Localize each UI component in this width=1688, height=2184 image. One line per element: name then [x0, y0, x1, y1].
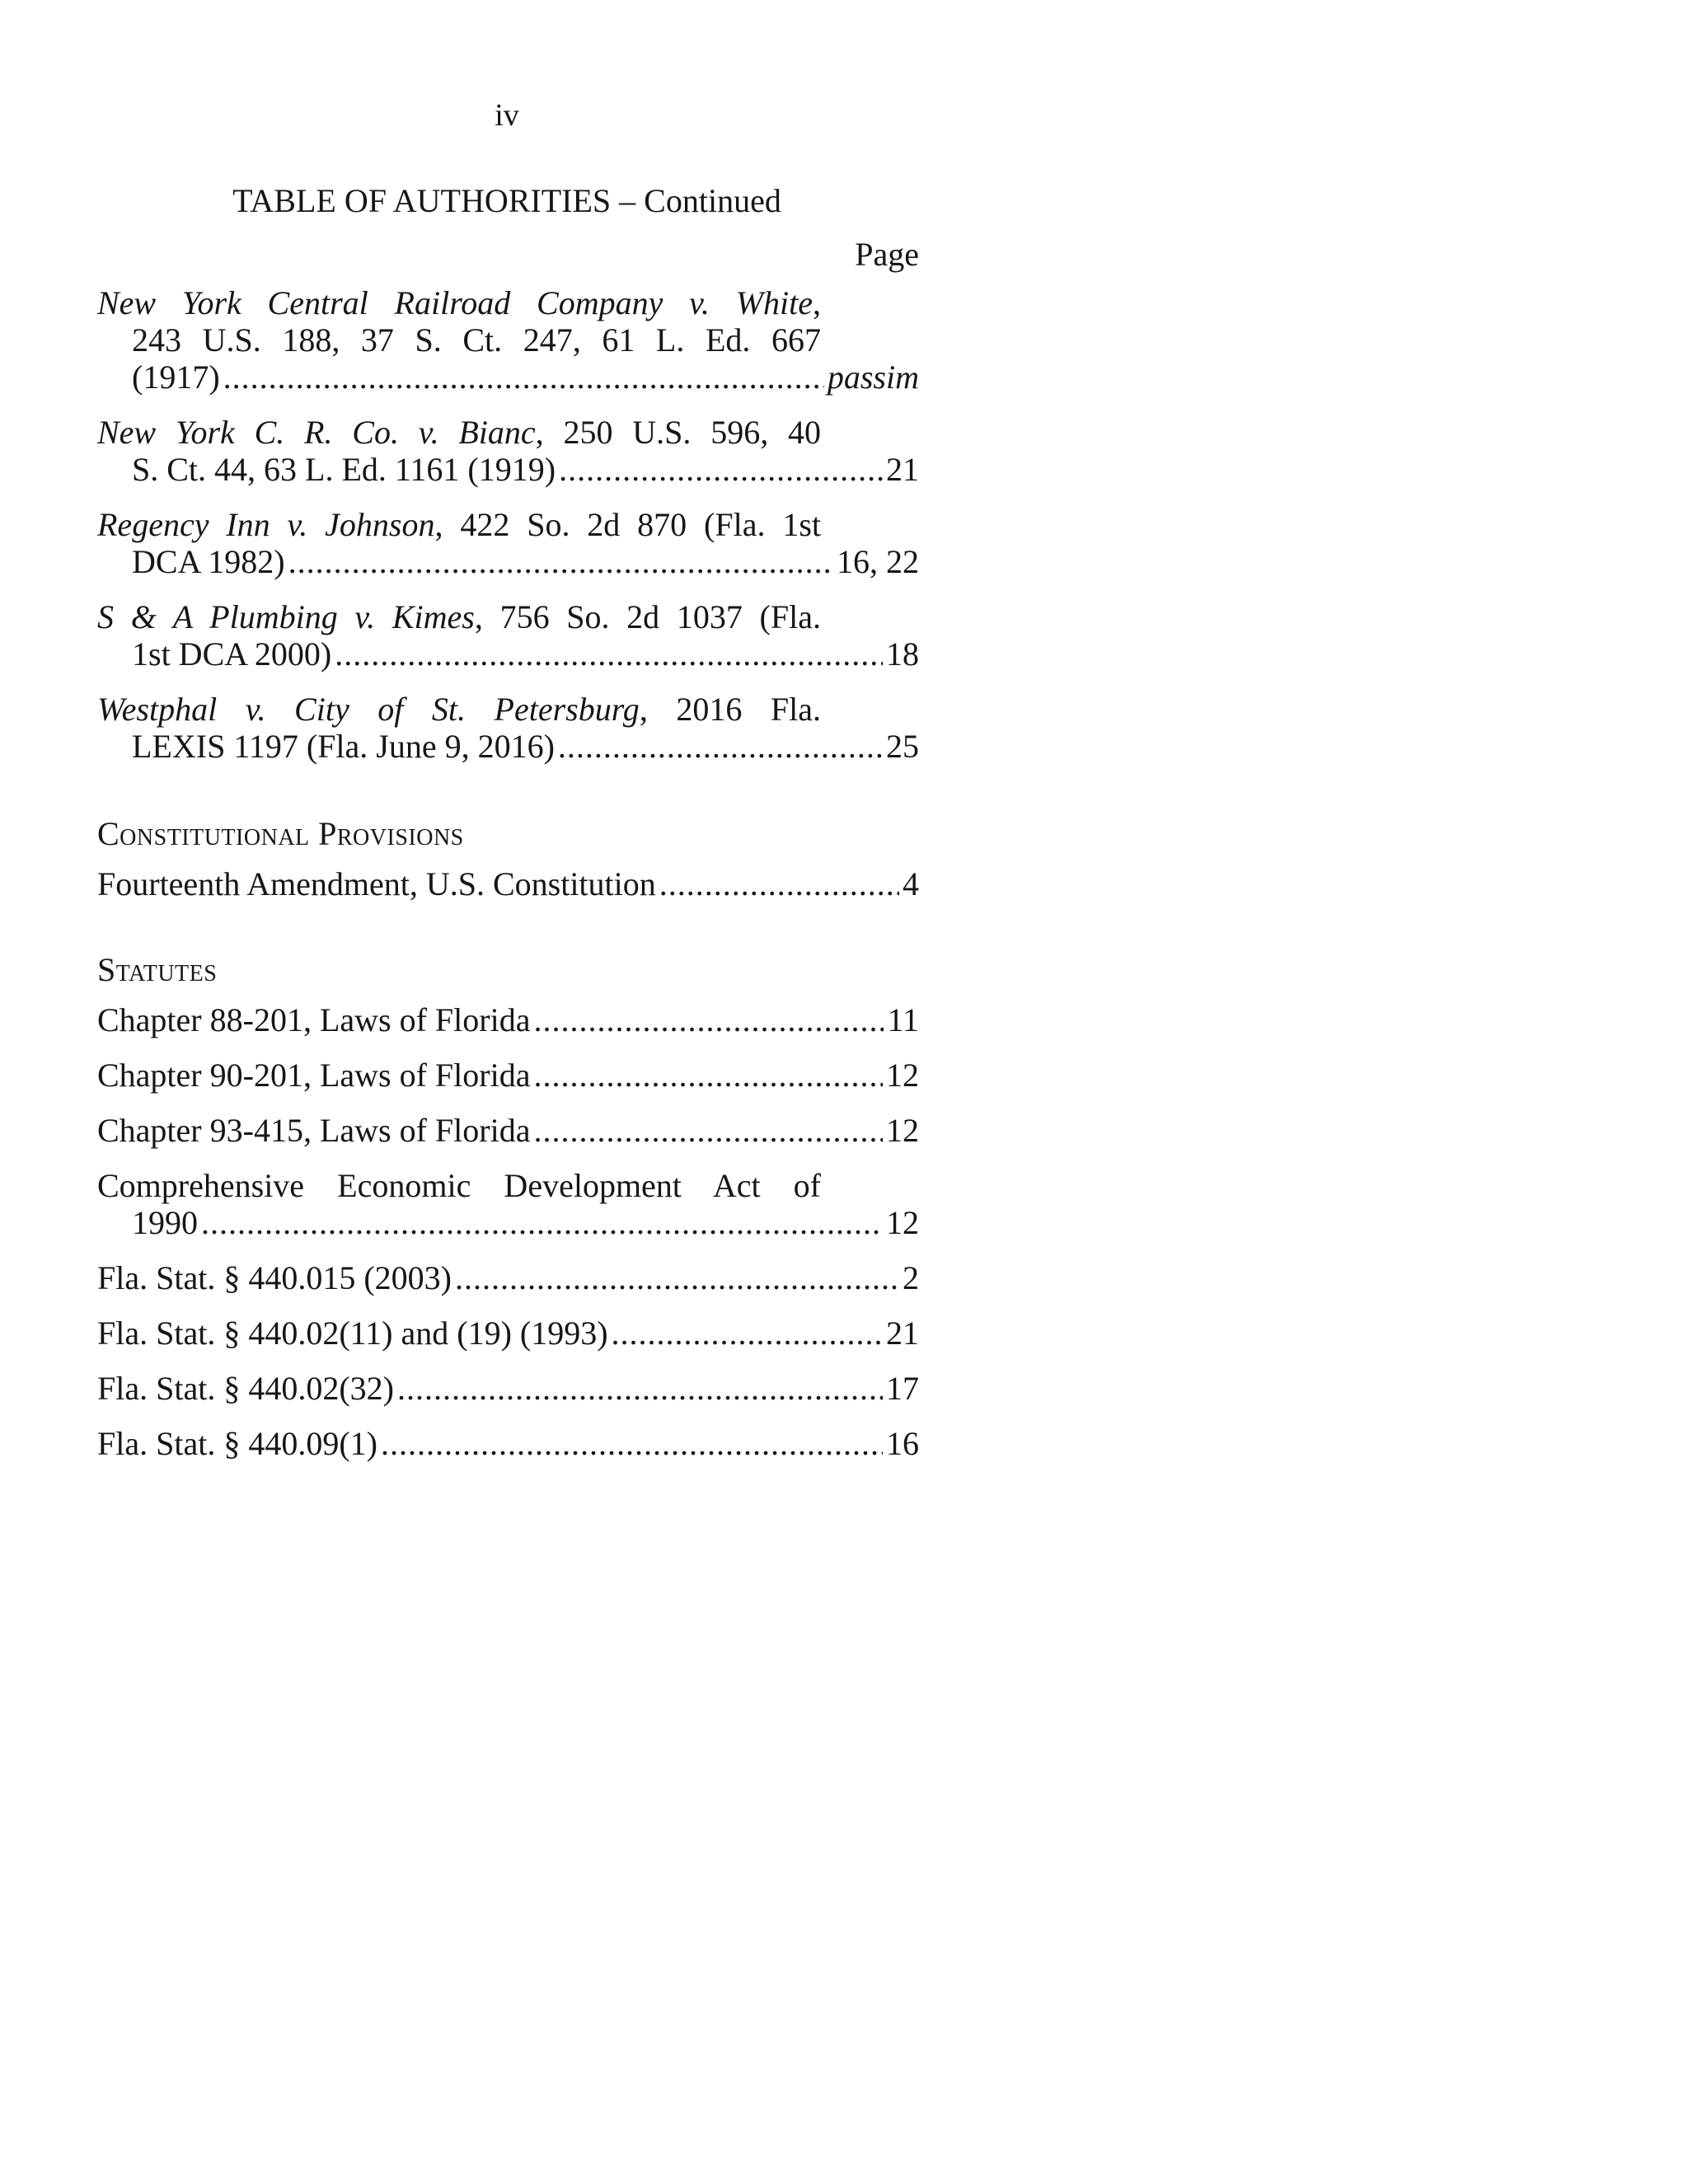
- dot-leader: [558, 728, 883, 765]
- dot-leader: [223, 359, 824, 396]
- dot-leader: [559, 451, 883, 488]
- page-reference: 21: [886, 451, 919, 488]
- case-entry-line: [97, 691, 821, 728]
- case-entry-line: [97, 598, 821, 635]
- case-citation: , 250 U.S. 596, 40: [535, 414, 821, 451]
- case-entry: [97, 691, 919, 765]
- page-reference: 16, 22: [837, 543, 919, 580]
- page-reference: 12: [886, 1057, 919, 1094]
- case-entry: [97, 414, 919, 488]
- case-citation-tail: DCA 1982): [132, 543, 285, 580]
- case-name: New York C. R. Co. v. Bianc: [97, 414, 536, 451]
- case-entry-line: [97, 414, 821, 451]
- case-citation-tail: (1917): [132, 359, 220, 396]
- statute-entry: [97, 1259, 919, 1296]
- statute-text: Fla. Stat. § 440.02(11) and (19) (1993): [97, 1315, 608, 1352]
- dot-leader: [455, 1259, 899, 1296]
- dot-leader: [288, 543, 833, 580]
- section-heading-statutes: Statutes: [97, 951, 218, 988]
- provision-entry: [97, 865, 919, 902]
- page-reference: passim: [827, 359, 919, 396]
- page-number: iv: [495, 98, 519, 133]
- statute-line: [97, 1370, 919, 1407]
- statute-line: [97, 1315, 919, 1352]
- statute-entry: [97, 1370, 919, 1407]
- page-title: TABLE OF AUTHORITIES – Continued: [232, 182, 781, 219]
- case-entry-last-line: [97, 543, 919, 580]
- page-reference: 12: [886, 1204, 919, 1241]
- page-reference: 12: [886, 1112, 919, 1149]
- dot-leader: [533, 1001, 884, 1038]
- statute-line: [97, 1001, 919, 1038]
- case-citation-tail: LEXIS 1197 (Fla. June 9, 2016): [132, 728, 555, 765]
- dot-leader: [381, 1425, 883, 1462]
- statute-line: [97, 1259, 919, 1296]
- case-citation-tail: 1st DCA 2000): [132, 635, 332, 673]
- case-entry: [97, 284, 919, 396]
- provision-line: [97, 865, 919, 902]
- page-reference: 25: [886, 728, 919, 765]
- page-reference: 4: [903, 865, 919, 902]
- dot-leader: [397, 1370, 883, 1407]
- page-reference: 16: [886, 1425, 919, 1462]
- page-reference: 18: [886, 635, 919, 673]
- statute-entry: [97, 1112, 919, 1149]
- case-entry: [97, 506, 919, 580]
- statute-entry: [97, 1001, 919, 1038]
- case-entry-last-line: [97, 359, 919, 396]
- statute-text: Fla. Stat. § 440.09(1): [97, 1425, 377, 1462]
- case-entry-line: [97, 284, 821, 321]
- case-name: S & A Plumbing v. Kimes: [97, 598, 475, 635]
- statute-text: Fla. Stat. § 440.015 (2003): [97, 1259, 452, 1296]
- page-reference: 17: [886, 1370, 919, 1407]
- page-reference: 2: [903, 1259, 919, 1296]
- case-name: Westphal v. City of St. Petersburg: [97, 691, 640, 728]
- statute-text: Fla. Stat. § 440.02(32): [97, 1370, 394, 1407]
- case-name: New York Central Railroad Company v. White: [97, 284, 813, 321]
- statute-line: [97, 1425, 919, 1462]
- dot-leader: [612, 1315, 883, 1352]
- page-reference: 11: [887, 1001, 919, 1038]
- case-citation-line: 243 U.S. 188, 37 S. Ct. 247, 61 L. Ed. 667: [132, 321, 821, 359]
- case-entry-line: [97, 506, 821, 543]
- case-citation: , 422 So. 2d 870 (Fla. 1st: [434, 506, 822, 543]
- case-entry-last-line: [97, 728, 919, 765]
- page-column-header: Page: [855, 236, 919, 273]
- statute-entry: [97, 1057, 919, 1094]
- statute-text: Chapter 93-415, Laws of Florida: [97, 1112, 531, 1149]
- page-reference: 21: [886, 1315, 919, 1352]
- section-heading-constitutional: Constitutional Provisions: [97, 815, 464, 852]
- statute-text-continued: 1990: [132, 1204, 198, 1241]
- statute-text: Chapter 88-201, Laws of Florida: [97, 1001, 531, 1038]
- dot-leader: [533, 1112, 883, 1149]
- case-name: Regency Inn v. Johnson: [97, 506, 435, 543]
- case-citation: ,: [813, 284, 821, 321]
- statute-last-line: [97, 1204, 919, 1241]
- case-citation-tail: S. Ct. 44, 63 L. Ed. 1161 (1919): [132, 451, 556, 488]
- statute-text: Chapter 90-201, Laws of Florida: [97, 1057, 531, 1094]
- dot-leader: [201, 1204, 883, 1241]
- dot-leader: [533, 1057, 883, 1094]
- statute-entry: [97, 1167, 919, 1241]
- case-entry-last-line: [97, 451, 919, 488]
- case-entry-last-line: [97, 635, 919, 673]
- case-citation: , 756 So. 2d 1037 (Fla.: [474, 598, 821, 635]
- statute-line: Comprehensive Economic Development Act of: [97, 1167, 821, 1204]
- case-citation: , 2016 Fla.: [639, 691, 821, 728]
- provision-text: Fourteenth Amendment, U.S. Constitution: [97, 865, 656, 902]
- statute-line: [97, 1112, 919, 1149]
- case-entry: [97, 598, 919, 673]
- authorities-list: [97, 284, 919, 1480]
- dot-leader: [659, 865, 899, 902]
- statute-line: [97, 1057, 919, 1094]
- statute-entry: [97, 1425, 919, 1462]
- statute-entry: [97, 1315, 919, 1352]
- dot-leader: [335, 635, 883, 673]
